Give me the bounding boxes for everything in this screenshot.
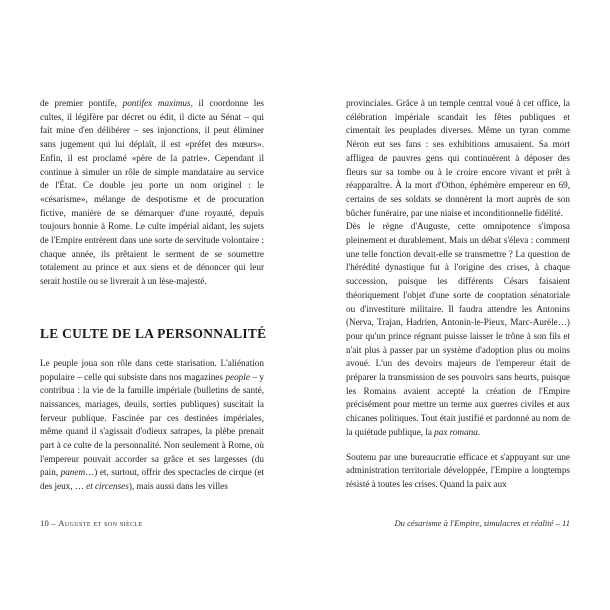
section-heading: LE CULTE DE LA PERSONNALITÉ — [40, 325, 267, 341]
right-page-text-column — [346, 97, 570, 492]
right-page-paragraph-continuation: provinciales. Grâce à un temple central voué à cet office, la célébration impériale scandait les fêtes publiques et cimentait les peuplades diverses. Même un tyran comme Néron eut ses fans : ses exhibitions amusaient. Sa mort affligea de pauvres gens qui continuèrent à déposer des fleurs sur sa tombe ou à le croire encore vivant et prêt à réapparaître. À la mort d'Othon, éphémère empereur en 69, certains de ses soldats se donnèrent la mort auprès de son bûcher funéraire, par une niaise et inconditionnelle fidélité. — [346, 98, 570, 218]
left-page-number: 10 — [40, 518, 49, 528]
right-page-footer — [346, 518, 570, 528]
left-page-paragraph: Le peuple joua son rôle dans cette starisation. L'aliénation populaire – celle qui subsiste dans nos magazines people – y contribua : la vie de la famille impériale (bulletins de santé, naissances, mariages, deuils, sorties publiques) suscitait la ferveur publique. Fascinée par ces destinées impériales, même quand il s'agissait d'odieux satrapes, la plèbe prenait part à ce culte de la personnalité. Non seulement à Rome, où l'empereur pouvait accorder sa grâce et ses largesses (du pain, panem…) et, surtout, offrir des spectacles de cirque (et des jeux, … et circenses), mais aussi dans les villes — [40, 357, 265, 492]
footer-separator: – — [51, 518, 56, 528]
footer-separator: – — [555, 518, 560, 528]
left-page-paragraph-continuation: de premier pontife, pontifex maximus, il coordonne les cultes, il légifère par décret ou édit, il dicte au Sénat – qui fait mine d'en délibérer – ses injonctions, il peut éliminer sans jugement qui lui déplaît, il est «préfet des mœurs». Enfin, il est proclamé «père de la patrie». Cependant il continue à simuler un rôle de simple mandataire au service de l'État. Ce double jeu porte un nom originel : le «césarisme», mélange de despotisme et de procuration fictive, manière de se démarquer d'une royauté, depuis toujours honnie à Rome. Le culte impérial aidant, les sujets de l'Empire entrèrent dans une sorte de servitude volontaire : chaque année, ils prêtaient le serment de se soumettre totalement au prince et aux siens et de dénoncer qui leur serait hostile ou se livrerait à un lèse-majesté. — [40, 98, 264, 287]
right-page-number: 11 — [562, 518, 570, 528]
left-page-footer — [40, 518, 264, 528]
book-title: Auguste et son siècle — [58, 518, 143, 528]
right-page-paragraph: Dès le règne d'Auguste, cette omnipotence s'imposa pleinement et durablement. Mais un débat s'éleva : comment une telle fonction devait-elle se transmettre ? La question de l'hérédité dynastique fut à l'origine des crises, à chaque succession, puisque les différents Césars faisaient théoriquement l'objet d'une sorte de cooptation sénatoriale ou d'investiture militaire. Il faudra attendre les Antonins (Nerva, Trajan, Hadrien, Antonin-le-Pieux, Marc-Aurèle…) pour qu'un prince régnant puisse laisser le trône à son fils et n'ait plus à passer par un système d'adoption plus ou moins avoué. L'un des devoirs majeurs de l'empereur était de préparer la transmission de ses pouvoirs sans heurts, puisque les Romains avaient accepté la création de l'Empire précisément pour mettre un terme aux guerres civiles et aux chicanes politiques. Tout était justifié et pardonné au nom de la quiétude publique, la pax romana. — [346, 221, 570, 437]
chapter-title: Du césarisme à l'Empire, simulacres et réalité — [394, 518, 554, 528]
right-page-paragraph-2: Soutenu par une bureaucratie efficace et s'appuyant sur une administration territoriale développée, l'Empire a longtemps résisté à toutes les crises. Quand la paix aux — [346, 451, 570, 489]
left-page-text-column — [40, 97, 267, 494]
